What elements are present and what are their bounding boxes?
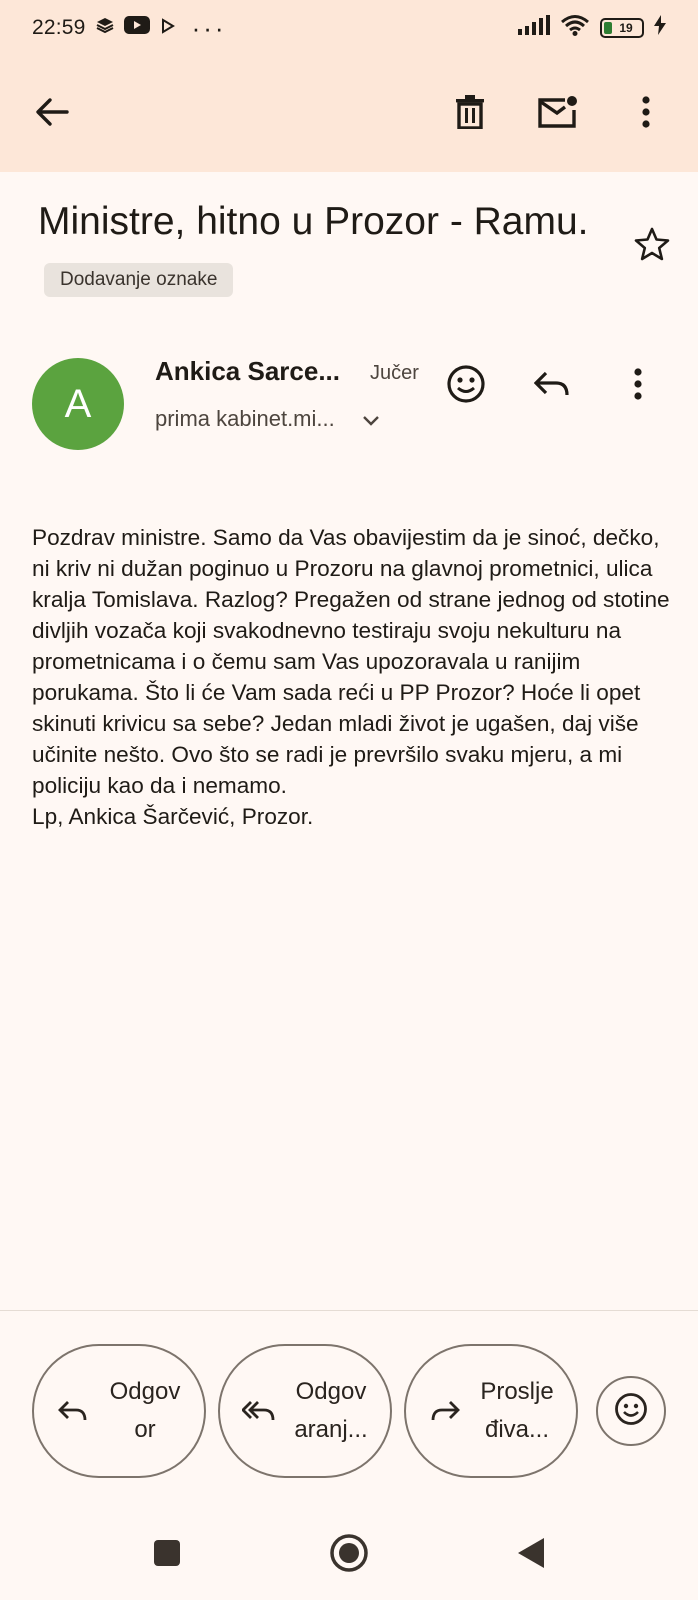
charging-icon [654, 15, 666, 41]
forward-icon [428, 1400, 462, 1422]
divider [0, 1310, 698, 1311]
status-time: 22:59 [32, 16, 86, 39]
home-circle-icon [329, 1533, 369, 1578]
email-subject [38, 192, 618, 312]
star-button[interactable] [620, 214, 684, 278]
recipient-text: prima kabinet.mi... [155, 406, 335, 431]
more-vert-icon [642, 96, 650, 133]
add-label-chip[interactable]: Dodavanje oznake [44, 263, 233, 297]
reply-all-pill-button[interactable] [218, 1344, 392, 1478]
star-icon [634, 227, 670, 266]
signal-icon [518, 15, 550, 41]
chevron-down-icon [363, 406, 379, 432]
reply-label: Odgov or [109, 1378, 181, 1443]
forward-label: Proslje điva... [480, 1378, 554, 1443]
wifi-icon [560, 14, 590, 42]
back-arrow-icon [35, 97, 69, 132]
battery-level: 19 [619, 21, 633, 35]
square-icon [153, 1539, 181, 1572]
system-nav-bar [0, 1520, 698, 1590]
back-nav-button[interactable] [499, 1523, 563, 1587]
email-body: Pozdrav ministre. Samo da Vas obavijestim da je sinoć, dečko, ni kriv ni dužan poginuo u Prozoru na glavnoj prometnici, ulica kralja Tomislava. Razlog? Pregažen od strane jednog od stotine divljih vozača koji svakodnevno testiraju svoju nekulturu na prometnicama i o čemu sam Vas upozoravala u ranijim porukama. Što li će Vam sada reći u PP Prozor? Hoće li opet skinuti krivicu sa sebe? Jedan mladi život je ugašen, daj više učinite nešto. Ovo što se radi je prevršilo svaku mjeru, a mi policiju kao da i nemamo. Lp, Ankica Šarčević, Prozor. [32, 525, 670, 829]
recipient-details[interactable] [155, 406, 379, 432]
layers-icon [96, 16, 114, 40]
sent-time: Jučer [370, 362, 419, 384]
add-reaction-button[interactable] [434, 354, 498, 418]
triangle-back-icon [517, 1537, 545, 1574]
reply-all-icon [242, 1400, 276, 1422]
message-more-button[interactable] [606, 354, 670, 418]
reply-icon [534, 371, 570, 402]
forward-pill-button[interactable] [404, 1344, 578, 1478]
mark-unread-icon [538, 96, 578, 133]
reply-button[interactable] [520, 354, 584, 418]
avatar[interactable]: A [32, 358, 124, 450]
reply-icon [56, 1400, 90, 1422]
mark-unread-button[interactable] [526, 82, 590, 146]
reply-pill-button[interactable] [32, 1344, 206, 1478]
home-button[interactable] [317, 1523, 381, 1587]
delete-icon [456, 95, 484, 134]
react-emoji-button[interactable] [596, 1376, 666, 1446]
more-options-button[interactable] [614, 82, 678, 146]
sender-name: Ankica Sarce... [155, 356, 340, 386]
status-bar [0, 0, 698, 56]
more-vert-icon [634, 368, 642, 405]
recents-button[interactable] [135, 1523, 199, 1587]
back-button[interactable] [20, 82, 84, 146]
emoji-icon [614, 1392, 648, 1431]
battery-icon [600, 18, 644, 38]
delete-button[interactable] [438, 82, 502, 146]
more-notifications-icon: ··· [191, 12, 227, 43]
play-icon [160, 16, 176, 40]
emoji-icon [446, 364, 486, 409]
subject-text: Ministre, hitno u Prozor - Ramu. [38, 200, 589, 243]
reply-actions [32, 1344, 672, 1478]
youtube-icon [124, 16, 150, 40]
reply-all-label: Odgov aranj... [294, 1378, 368, 1443]
sender-header [32, 354, 682, 450]
top-app-bar [0, 56, 698, 172]
